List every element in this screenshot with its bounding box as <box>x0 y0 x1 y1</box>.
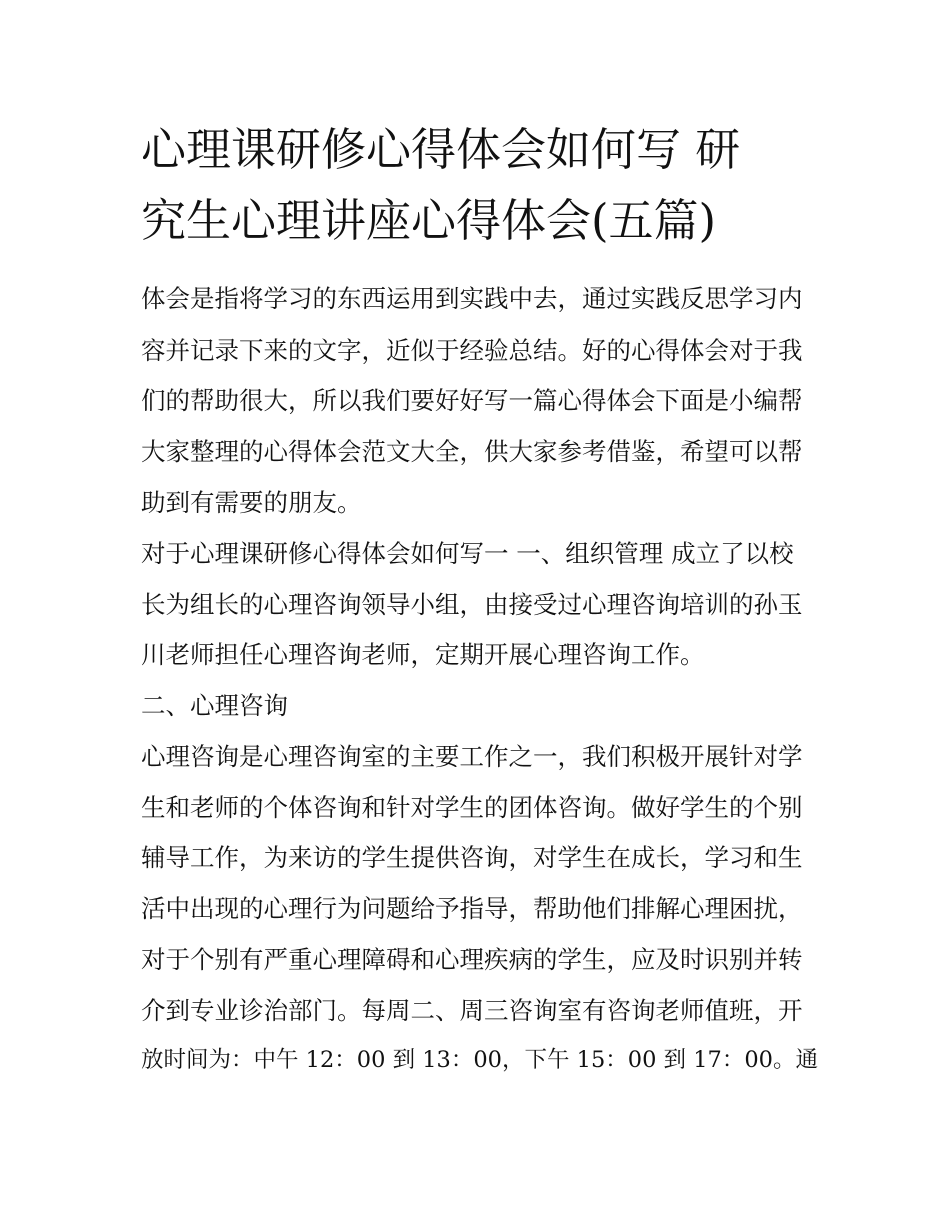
paragraph-line: 体会是指将学习的东西运用到实践中去，通过实践反思学习内 <box>141 284 803 313</box>
paragraph-line: 们的帮助很大，所以我们要好好写一篇心得体会下面是小编帮 <box>141 386 803 415</box>
paragraph-line: 容并记录下来的文字，近似于经验总结。好的心得体会对于我 <box>141 336 803 365</box>
document-title-line-2: 究生心理讲座心得体会(五篇) <box>141 194 717 247</box>
document-title-line-1: 心理课研修心得体会如何写 研 <box>141 123 741 176</box>
paragraph-line: 川老师担任心理咨询老师，定期开展心理咨询工作。 <box>141 640 705 669</box>
section-heading: 二、心理咨询 <box>141 691 288 720</box>
paragraph-line: 生和老师的个体咨询和针对学生的团体咨询。做好学生的个别 <box>141 793 803 822</box>
paragraph-line: 活中出现的心理行为问题给予指导，帮助他们排解心理困扰， <box>141 894 803 923</box>
paragraph-line: 心理咨询是心理咨询室的主要工作之一，我们积极开展针对学 <box>141 742 803 771</box>
paragraph-line: 对于个别有严重心理障碍和心理疾病的学生，应及时识别并转 <box>141 945 803 974</box>
paragraph-line: 放时间为：中午 12：00 到 13：00，下午 15：00 到 17：00。通 <box>141 1047 818 1073</box>
paragraph-line: 辅导工作，为来访的学生提供咨询，对学生在成长，学习和生 <box>141 843 803 872</box>
paragraph-line: 大家整理的心得体会范文大全，供大家参考借鉴，希望可以帮 <box>141 437 803 466</box>
paragraph-line: 长为组长的心理咨询领导小组，由接受过心理咨询培训的孙玉 <box>141 590 803 619</box>
paragraph-line: 对于心理课研修心得体会如何写一 一、组织管理 成立了以校 <box>141 539 794 568</box>
paragraph-line: 助到有需要的朋友。 <box>141 488 362 517</box>
paragraph-line: 介到专业诊治部门。每周二、周三咨询室有咨询老师值班，开 <box>141 996 803 1025</box>
